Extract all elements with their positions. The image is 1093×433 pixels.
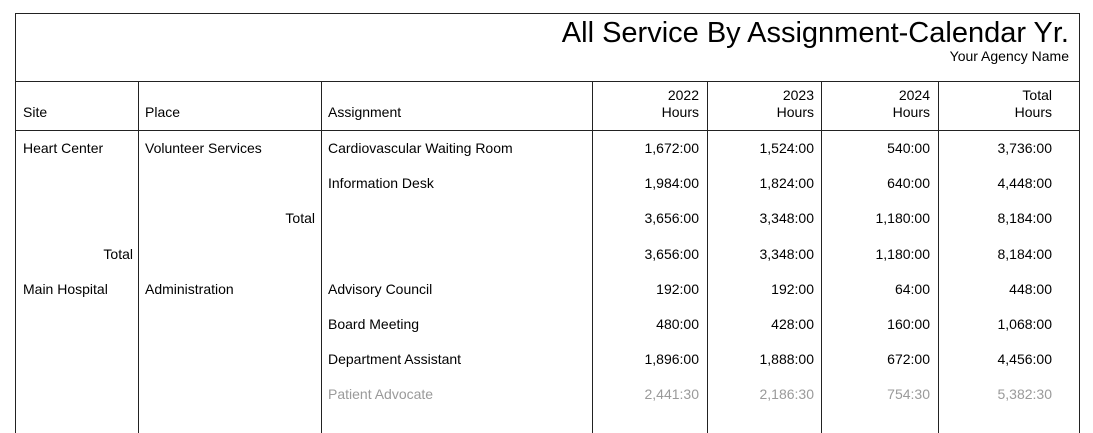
cell-site: Heart Center xyxy=(23,140,104,156)
cell-hours-2023: 428:00 xyxy=(771,316,814,332)
cell-hours-2023: 1,824:00 xyxy=(759,175,814,192)
report-header xyxy=(16,14,1079,82)
cell-total-hours: 1,068:00 xyxy=(997,316,1052,332)
cell-assignment: Department Assistant xyxy=(328,351,462,368)
cell-hours-2022: 3,656:00 xyxy=(644,245,699,262)
cell-hours-2024: 1,180:00 xyxy=(875,245,930,262)
cell-hours-2023: 1,888:00 xyxy=(759,351,814,368)
cell-total-hours: 448:00 xyxy=(1009,280,1052,297)
column-header-site: Site xyxy=(23,104,48,120)
cell-place: Volunteer Services xyxy=(145,140,262,156)
cell-hours-2024: 672:00 xyxy=(887,351,930,368)
column-header-hours-2024: Hours xyxy=(892,104,930,120)
cell-total-hours: 8,184:00 xyxy=(997,245,1052,262)
cell-hours-2024: 64:00 xyxy=(894,280,930,297)
cell-hours-2023: 3,348:00 xyxy=(759,245,814,262)
column-divider xyxy=(138,81,139,433)
cell-assignment: Advisory Council xyxy=(328,280,433,297)
cell-assignment: Patient Advocate xyxy=(328,386,434,403)
cell-hours-2022: 3,656:00 xyxy=(644,210,699,227)
cell-hours-2024: 754:30 xyxy=(887,386,930,403)
cell-hours-2022: 480:00 xyxy=(656,316,699,332)
cell-hours-2022: 2,441:30 xyxy=(644,386,699,403)
cell-total-hours: 3,736:00 xyxy=(997,140,1052,156)
cell-total-hours: 8,184:00 xyxy=(997,210,1052,227)
cell-hours-2023: 2,186:30 xyxy=(759,386,814,403)
column-header-total-hours: Hours xyxy=(1014,104,1052,120)
column-header-assignment: Assignment xyxy=(328,104,402,120)
report-title: All Service By Assignment-Calendar Yr. xyxy=(561,17,1069,49)
column-header-hours-2023-line1: 2023 xyxy=(782,87,814,103)
agency-name: Your Agency Name xyxy=(949,48,1069,64)
cell-assignment: Cardiovascular Waiting Room xyxy=(328,140,513,156)
cell-place: Total xyxy=(285,210,315,227)
cell-hours-2023: 192:00 xyxy=(771,280,814,297)
cell-hours-2024: 1,180:00 xyxy=(875,210,930,227)
cell-hours-2024: 160:00 xyxy=(887,316,930,332)
cell-hours-2022: 192:00 xyxy=(656,280,699,297)
header-divider xyxy=(16,130,1079,131)
report xyxy=(15,13,1080,433)
cell-site: Main Hospital xyxy=(23,280,108,297)
cell-hours-2024: 540:00 xyxy=(887,140,930,156)
cell-total-hours: 4,448:00 xyxy=(997,175,1052,192)
cell-place: Administration xyxy=(145,280,234,297)
cell-hours-2023: 1,524:00 xyxy=(759,140,814,156)
cell-hours-2022: 1,672:00 xyxy=(644,140,699,156)
cell-hours-2022: 1,984:00 xyxy=(644,175,699,192)
column-header-total-hours-line1: Total xyxy=(1022,87,1052,103)
column-header-hours-2022: Hours xyxy=(661,104,699,120)
cell-hours-2023: 3,348:00 xyxy=(759,210,814,227)
column-header-place: Place xyxy=(145,104,181,120)
column-header-hours-2024-line1: 2024 xyxy=(898,87,930,103)
cell-site: Total xyxy=(103,245,133,262)
cell-hours-2024: 640:00 xyxy=(887,175,930,192)
column-header-hours-2023: Hours xyxy=(776,104,814,120)
cell-total-hours: 5,382:30 xyxy=(997,386,1052,403)
cell-hours-2022: 1,896:00 xyxy=(644,351,699,368)
cell-assignment: Information Desk xyxy=(328,175,434,192)
cell-assignment: Board Meeting xyxy=(328,316,420,332)
column-header-hours-2022-line1: 2022 xyxy=(667,87,699,103)
cell-total-hours: 4,456:00 xyxy=(997,351,1052,368)
column-divider xyxy=(321,81,322,433)
